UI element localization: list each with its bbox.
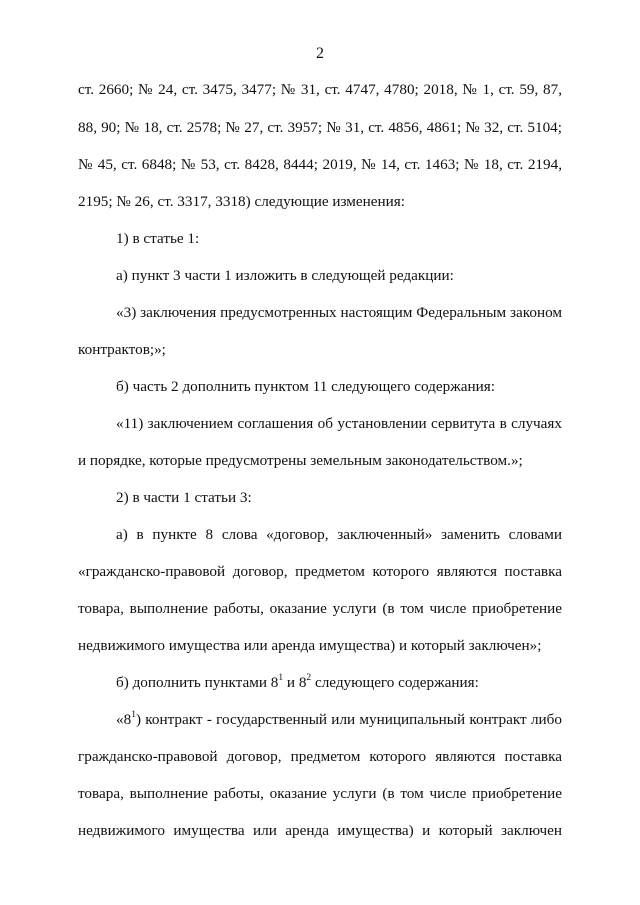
text-line: а) в пункте 8 слова «договор, заключенный» заменить словами bbox=[116, 526, 562, 543]
text-segment: «8 bbox=[116, 711, 132, 728]
text-line: а) пункт 3 части 1 изложить в следующей редакции: bbox=[116, 267, 454, 284]
text-line bbox=[116, 711, 562, 729]
text-line: «11) заключением соглашения об установлении сервитута в случаях bbox=[116, 415, 562, 432]
text-segment: б) дополнить пунктами 8 bbox=[116, 674, 279, 691]
text-line: 2195; № 26, ст. 3317, 3318) следующие изменения: bbox=[78, 193, 405, 210]
text-line: недвижимого имущества или аренда имущества) и который заключен»; bbox=[78, 637, 542, 654]
text-line: контрактов;»; bbox=[78, 341, 166, 358]
text-segment: следующего содержания: bbox=[311, 674, 479, 691]
text-line: ст. 2660; № 24, ст. 3475, 3477; № 31, ст. 4747, 4780; 2018, № 1, ст. 59, 87, bbox=[78, 81, 562, 98]
text-segment: и 8 bbox=[283, 674, 307, 691]
text-line bbox=[116, 674, 479, 692]
text-line: «3) заключения предусмотренных настоящим Федеральным законом bbox=[116, 304, 562, 321]
text-line: товара, выполнение работы, оказание услуги (в том числе приобретение bbox=[78, 785, 562, 802]
text-line: недвижимого имущества или аренда имущества) и который заключен bbox=[78, 822, 562, 839]
text-line: и порядке, которые предусмотрены земельным законодательством.»; bbox=[78, 452, 523, 469]
text-line: № 45, ст. 6848; № 53, ст. 8428, 8444; 2019, № 14, ст. 1463; № 18, ст. 2194, bbox=[78, 156, 562, 173]
paragraph-heading: 2) в части 1 статьи 3: bbox=[116, 489, 252, 506]
text-line: б) часть 2 дополнить пунктом 11 следующего содержания: bbox=[116, 378, 495, 395]
paragraph-heading: 1) в статье 1: bbox=[116, 230, 200, 247]
text-line: гражданско-правовой договор, предметом которого являются поставка bbox=[78, 748, 562, 765]
page-number: 2 bbox=[316, 45, 324, 62]
text-line: «гражданско-правовой договор, предметом которого являются поставка bbox=[78, 563, 562, 580]
superscript: 1 bbox=[278, 672, 284, 683]
superscript: 2 bbox=[306, 672, 312, 683]
text-line: товара, выполнение работы, оказание услуги (в том числе приобретение bbox=[78, 600, 562, 617]
text-line: 88, 90; № 18, ст. 2578; № 27, ст. 3957; № 31, ст. 4856, 4861; № 32, ст. 5104; bbox=[78, 119, 562, 136]
text-segment: ) контракт - государственный или муниципальный контракт либо bbox=[135, 711, 562, 728]
superscript: 1 bbox=[131, 709, 136, 720]
